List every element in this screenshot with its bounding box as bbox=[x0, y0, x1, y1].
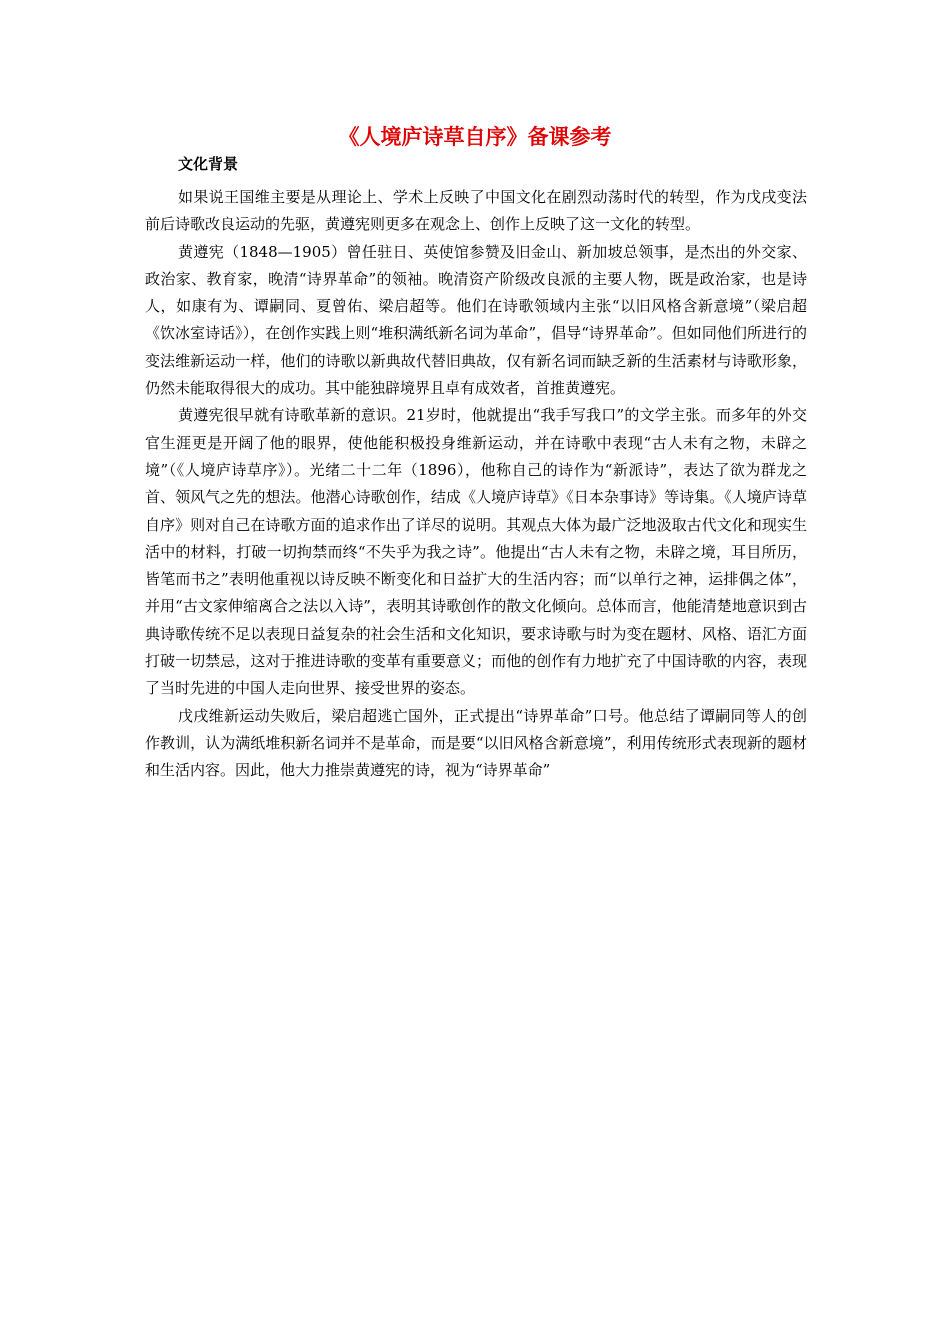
paragraph-2: 黄遵宪（1848—1905）曾任驻日、英使馆参赞及旧金山、新加坡总领事，是杰出的外交家、政治家、教育家，晚清“诗界革命”的领袖。晚清资产阶级改良派的主要人物，既是政治家，也是诗人，如康有为、谭嗣同、夏曾佑、梁启超等。他们在诗歌领域内主张“以旧风格含新意境”（梁启超《饮冰室诗话》），在创作实践上则“堆积满纸新名词为革命”，倡导“诗界革命”。但如同他们所进行的变法维新运动一样，他们的诗歌以新典故代替旧典故，仅有新名词而缺乏新的生活素材与诗歌形象，仍然未能取得很大的成功。其中能独辟境界且卓有成效者，首推黄遵宪。 bbox=[145, 242, 807, 398]
paragraph-4: 戊戌维新运动失败后，梁启超逃亡国外，正式提出“诗界革命”口号。他总结了谭嗣同等人的创作教训，认为满纸堆积新名词并不是革命，而是要“以旧风格含新意境”，利用传统形式表现新的题材和生活内容。因此，他大力推崇黄遵宪的诗，视为“诗界革命” bbox=[145, 706, 807, 780]
section-heading: 文化背景 bbox=[178, 155, 239, 173]
paragraph-1: 如果说王国维主要是从理论上、学术上反映了中国文化在剧烈动荡时代的转型，作为戊戌变法前后诗歌改良运动的先驱，黄遵宪则更多在观念上、创作上反映了这一文化的转型。 bbox=[145, 188, 807, 234]
document-title: 《人境庐诗草自序》备课参考 bbox=[338, 125, 612, 149]
body-text bbox=[145, 184, 807, 785]
paragraph-3: 黄遵宪很早就有诗歌革新的意识。21岁时，他就提出“我手写我口”的文学主张。而多年的外交官生涯更是开阔了他的眼界，使他能积极投身维新运动，并在诗歌中表现“古人未有之物，未辟之境”（《人境庐诗草序》）。光绪二十二年（1896），他称自己的诗作为“新派诗”，表达了欲为群龙之首、领风气之先的想法。他潜心诗歌创作，结成《人境庐诗草》《日本杂事诗》等诗集。《人境庐诗草自序》则对自己在诗歌方面的追求作出了详尽的说明。其观点大体为最广泛地汲取古代文化和现实生活中的材料，打破一切拘禁而终“不失乎为我之诗”。他提出“古人未有之物，未辟之境，耳目所历，皆笔而书之”表明他重视以诗反映不断变化和日益扩大的生活内容；而“以单行之神，运排偶之体”，并用“古文家伸缩离合之法以入诗”，表明其诗歌创作的散文化倾向。总体而言，他能清楚地意识到古典诗歌传统不足以表现日益复杂的社会生活和文化知识，要求诗歌与时为变在题材、风格、语汇方面打破一切禁忌，这对于推进诗歌的变革有重要意义；而他的创作有力地扩充了中国诗歌的内容，表现了当时先进的中国人走向世界、接受世界的姿态。 bbox=[145, 406, 807, 698]
